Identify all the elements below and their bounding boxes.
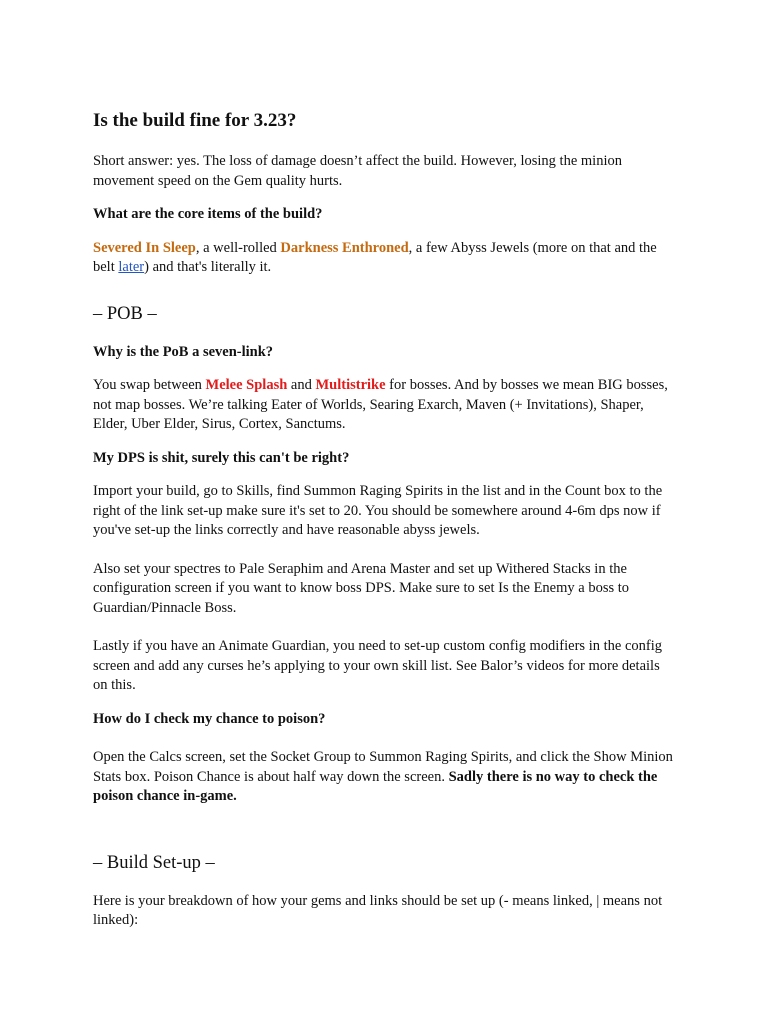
seven-text-2: and	[287, 377, 316, 393]
question-poison: How do I check my chance to poison?	[93, 710, 326, 727]
dps-paragraph-3: Lastly if you have an Animate Guardian, you need to set-up custom config modifiers in the config screen and add any curses he’s applying to your own skill list. See Balor’s videos for more details on this.	[93, 638, 662, 693]
item-darkness-enthroned: Darkness Enthroned	[280, 239, 409, 256]
question-seven-link: Why is the PoB a seven-link?	[93, 343, 274, 360]
later-link[interactable]: later	[118, 259, 145, 275]
poison-paragraph	[93, 748, 675, 807]
dps-paragraph-1: Import your build, go to Skills, find Summon Raging Spirits in the list and in the Count box to the right of the link set-up make sure it's set to 20. You should be somewhere around 4-6m dps now if you've set-up the links correctly and have reasonable abyss jewels.	[93, 483, 663, 538]
core-text-3: ) and that's literally it.	[144, 259, 272, 275]
page-title: Is the build fine for 3.23?	[93, 110, 297, 131]
intro-paragraph: Short answer: yes. The loss of damage doesn’t affect the build. However, losing the minion movement speed on the Gem quality hurts.	[93, 153, 622, 189]
core-items-paragraph	[93, 239, 675, 278]
item-severed-in-sleep: Severed In Sleep	[93, 239, 196, 256]
core-text-1: , a well-rolled	[195, 239, 281, 256]
seven-text-1: You swap between	[93, 377, 206, 393]
article	[93, 108, 675, 945]
poison-bold-text: Sadly there is no way to check the poison chance in-game.	[93, 768, 658, 804]
poison-text: Open the Calcs screen, set the Socket Group to Summon Raging Spirits, and click the Show Minion Stats box. Poison Chance is about half way down the screen.	[93, 749, 673, 785]
seven-text-3: for bosses. And by bosses we mean BIG bosses, not map bosses. We’re talking Eater of Worlds, Searing Exarch, Maven (+ Invitations), Shaper, Elder, Uber Elder, Sirus, Cortex, Sanctums.	[93, 377, 668, 432]
seven-link-paragraph	[93, 376, 675, 435]
section-heading-build-setup: – Build Set-up –	[93, 852, 215, 873]
section-heading-pob: – POB –	[93, 303, 157, 324]
question-core-items: What are the core items of the build?	[93, 206, 323, 222]
gem-multistrike: Multistrike	[315, 377, 386, 393]
gem-melee-splash: Melee Splash	[205, 377, 288, 393]
build-intro-paragraph: Here is your breakdown of how your gems and links should be set up (- means linked, | means not linked):	[93, 892, 663, 928]
question-dps: My DPS is shit, surely this can't be right?	[93, 449, 350, 466]
dps-paragraph-2: Also set your spectres to Pale Seraphim and Arena Master and set up Withered Stacks in the configuration screen if you want to know boss DPS. Make sure to set Is the Enemy a boss to Guardian/Pinnacle Boss.	[93, 560, 630, 616]
core-text-2: , a few Abyss Jewels (more on that and the belt	[93, 239, 657, 275]
